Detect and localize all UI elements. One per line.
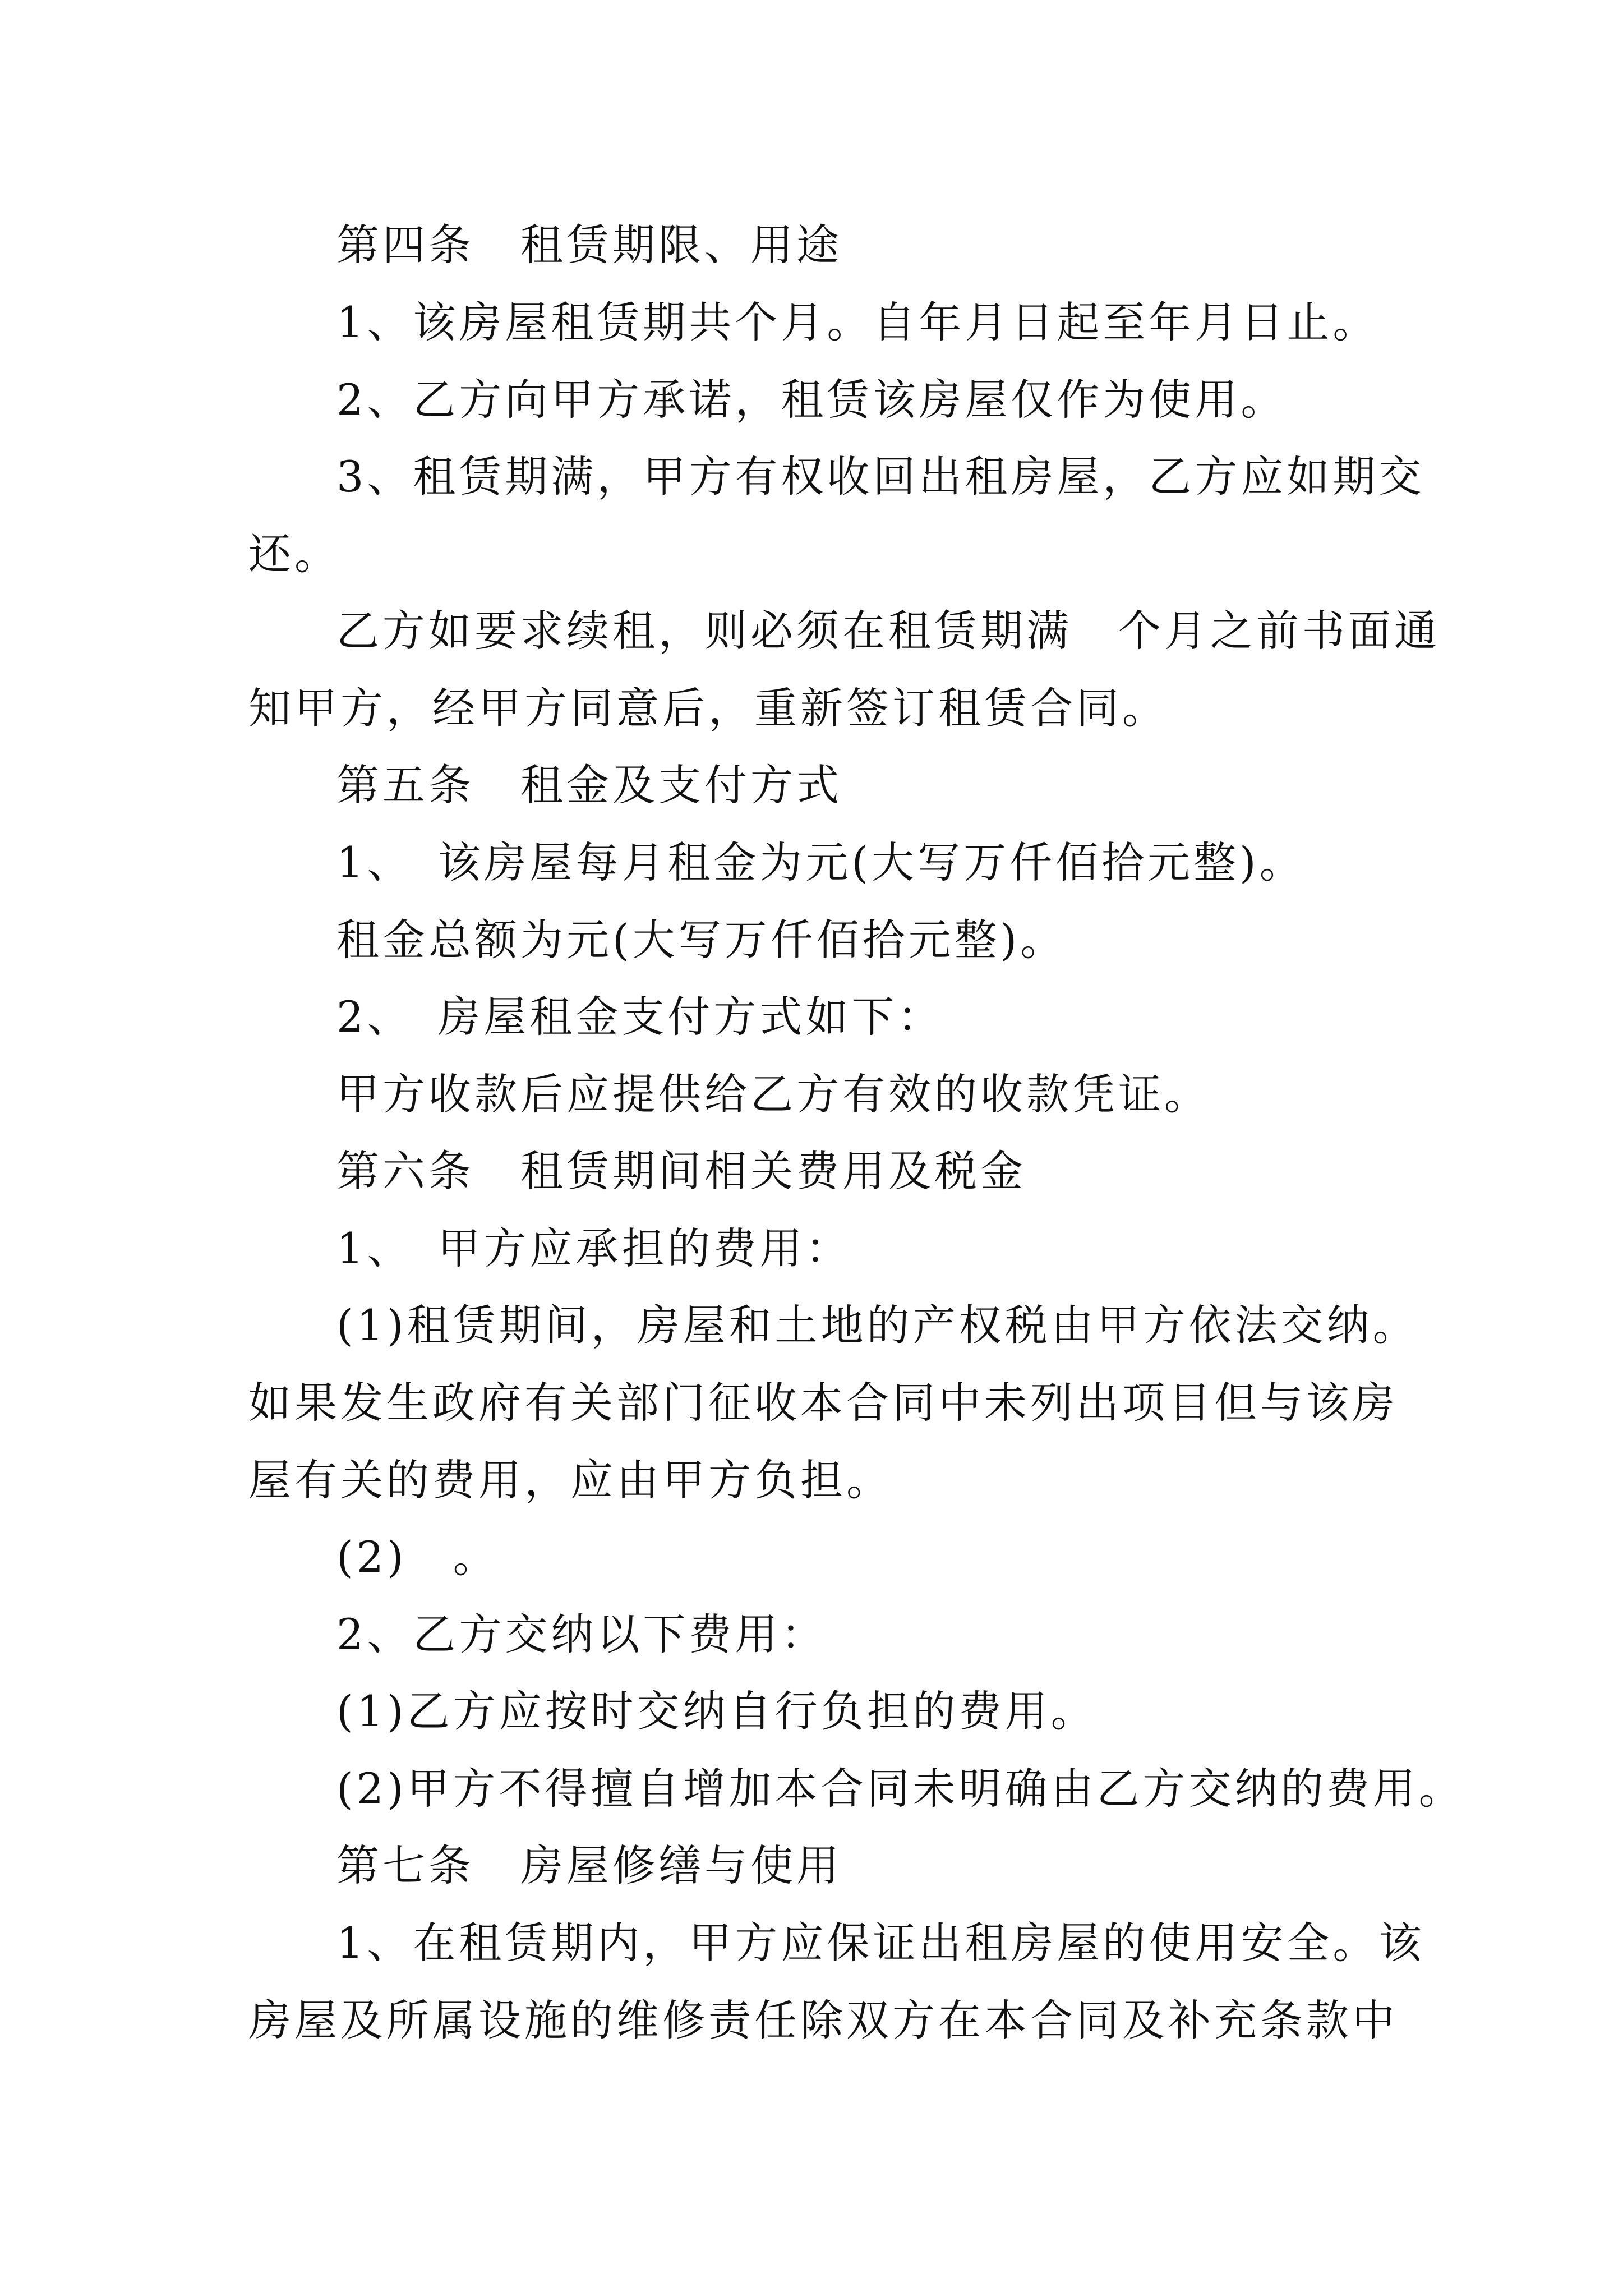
paragraph-line: 屋有关的费用，应由甲方负担。 <box>248 1455 892 1505</box>
paragraph-line: 1、 该房屋每月租金为元(大写万仟佰拾元整)。 <box>336 838 1306 887</box>
paragraph-line: 1、 甲方应承担的费用： <box>336 1223 852 1273</box>
paragraph-line: 3、租赁期满，甲方有权收回出租房屋，乙方应如期交 <box>336 452 1425 501</box>
paragraph-line: 2、 房屋租金支付方式如下： <box>336 992 944 1042</box>
paragraph-line: 1、在租赁期内，甲方应保证出租房屋的使用安全。该 <box>336 1918 1425 1968</box>
article-6-heading: 第六条 租赁期间相关费用及税金 <box>336 1146 1026 1196</box>
paragraph-line: 房屋及所属设施的维修责任除双方在本合同及补充条款中 <box>248 1995 1398 2045</box>
paragraph-line: 如果发生政府有关部门征收本合同中未列出项目但与该房 <box>248 1378 1398 1428</box>
paragraph-line: 还。 <box>248 529 340 579</box>
paragraph-line: 知甲方，经甲方同意后，重新签订租赁合同。 <box>248 683 1168 733</box>
paragraph-line: 甲方收款后应提供给乙方有效的收款凭证。 <box>336 1069 1210 1119</box>
paragraph-line: (2)甲方不得擅自增加本合同未明确由乙方交纳的费用。 <box>336 1764 1465 1814</box>
paragraph-line: 乙方如要求续租，则必须在租赁期满 个月之前书面通 <box>336 606 1440 656</box>
article-4-heading: 第四条 租赁期限、用途 <box>336 220 842 270</box>
paragraph-line: (1)乙方应按时交纳自行负担的费用。 <box>336 1686 1097 1736</box>
paragraph-line: 2、乙方交纳以下费用： <box>336 1609 827 1659</box>
paragraph-line: 租金总额为元(大写万仟佰拾元整)。 <box>336 915 1067 965</box>
paragraph-line: (1)租赁期间，房屋和土地的产权税由甲方依法交纳。 <box>336 1300 1419 1350</box>
paragraph-line: (2) 。 <box>336 1532 499 1582</box>
article-5-heading: 第五条 租金及支付方式 <box>336 760 842 810</box>
paragraph-line: 2、乙方向甲方承诺，租赁该房屋仅作为使用。 <box>336 375 1287 425</box>
paragraph-line: 1、该房屋租赁期共个月。自年月日起至年月日止。 <box>336 297 1379 347</box>
article-7-heading: 第七条 房屋修缮与使用 <box>336 1841 842 1890</box>
